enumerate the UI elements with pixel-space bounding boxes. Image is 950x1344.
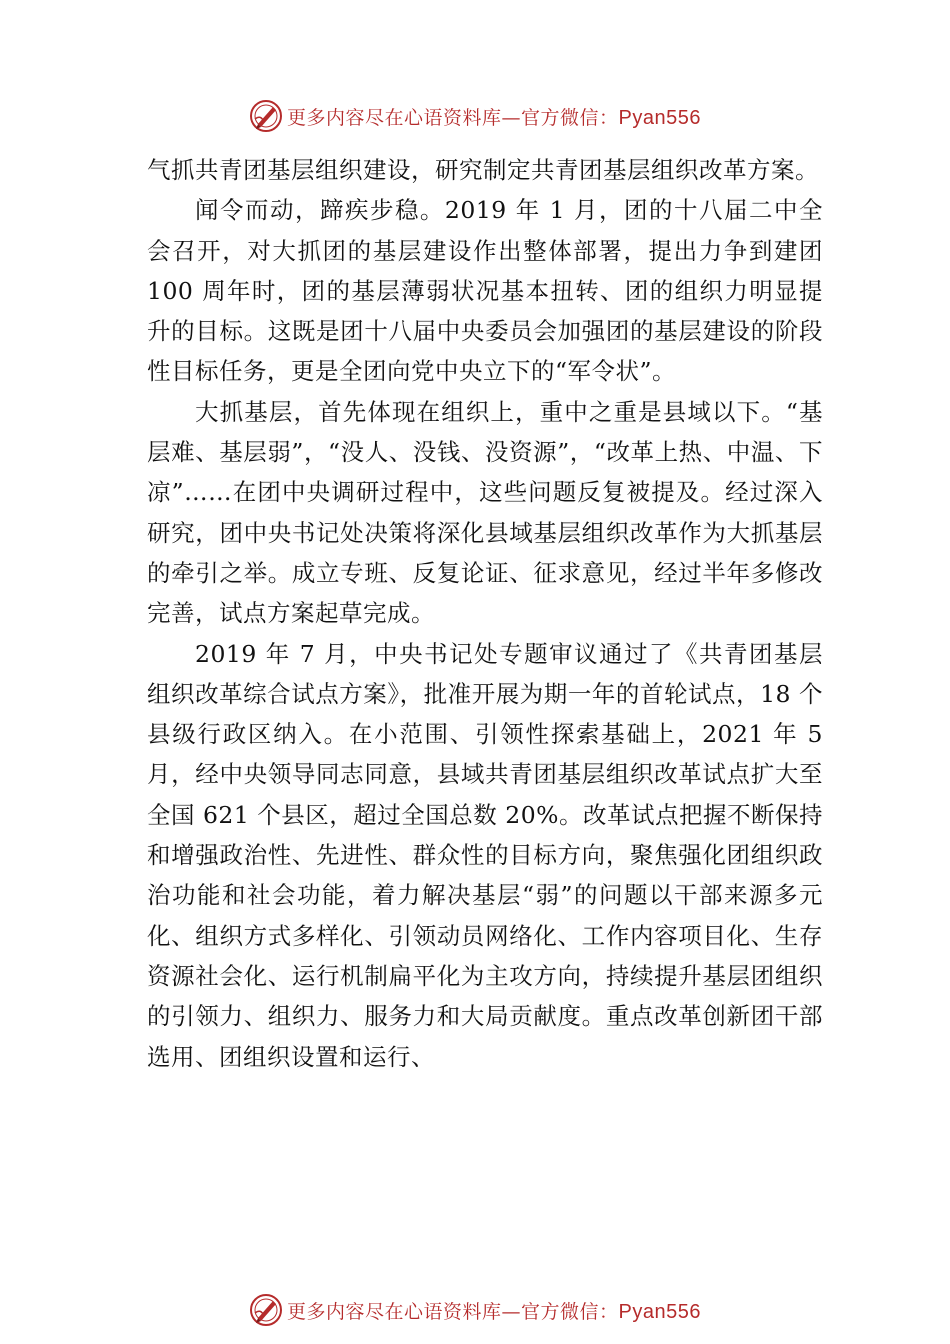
header-banner	[0, 96, 950, 136]
paragraph: 闻令而动，蹄疾步稳。2019 年 1 月，团的十八届二中全会召开，对大抓团的基层建设作出整体部署，提出力争到建团 100 周年时，团的基层薄弱状况基本扭转、团的组织力明显提升的目标。这既是团十八届中央委员会加强团的基层建设的阶段性目标任务，更是全团向党中央立下的“军令状”。	[147, 196, 823, 386]
paragraph: 2019 年 7 月，中央书记处专题审议通过了《共青团基层组织改革综合试点方案》，批准开展为期一年的首轮试点，18 个县级行政区纳入。在小范围、引领性探索基础上，2021 年 5 月，经中央领导同志同意，县域共青团基层组织改革试点扩大至全国 621 个县区，超过全国总数 20%。改革试点把握不断保持和增强政治性、先进性、群众性的目标方向，聚焦强化团组织政治功能和社会功能，着力解决基层“弱”的问题以干部来源多元化、组织方式多样化、引领动员网络化、工作内容项目化、生存资源社会化、运行机制扁平化为主攻方向，持续提升基层团组织的引领力、组织力、服务力和大局贡献度。重点改革创新团干部选用、团组织设置和运行、	[147, 639, 823, 1071]
document-body	[147, 150, 823, 1077]
header-wechat-id: Pyan556	[618, 106, 701, 129]
pen-logo-icon	[249, 1293, 283, 1327]
footer-banner	[0, 1290, 950, 1330]
paragraph-continued: 气抓共青团基层组织建设，研究制定共青团基层组织改革方案。	[147, 156, 819, 184]
header-banner-text: 更多内容尽在心语资料库—官方微信：Pyan556	[287, 106, 701, 129]
footer-banner-text: 更多内容尽在心语资料库—官方微信：Pyan556	[287, 1300, 701, 1323]
pen-logo-icon	[249, 99, 283, 133]
paragraph: 大抓基层，首先体现在组织上，重中之重是县域以下。“基层难、基层弱”，“没人、没钱、没资源”，“改革上热、中温、下凉”……在团中央调研过程中，这些问题反复被提及。经过深入研究，团中央书记处决策将深化县域基层组织改革作为大抓基层的牵引之举。成立专班、反复论证、征求意见，经过半年多修改完善，试点方案起草完成。	[147, 397, 823, 628]
footer-wechat-id: Pyan556	[618, 1300, 701, 1323]
